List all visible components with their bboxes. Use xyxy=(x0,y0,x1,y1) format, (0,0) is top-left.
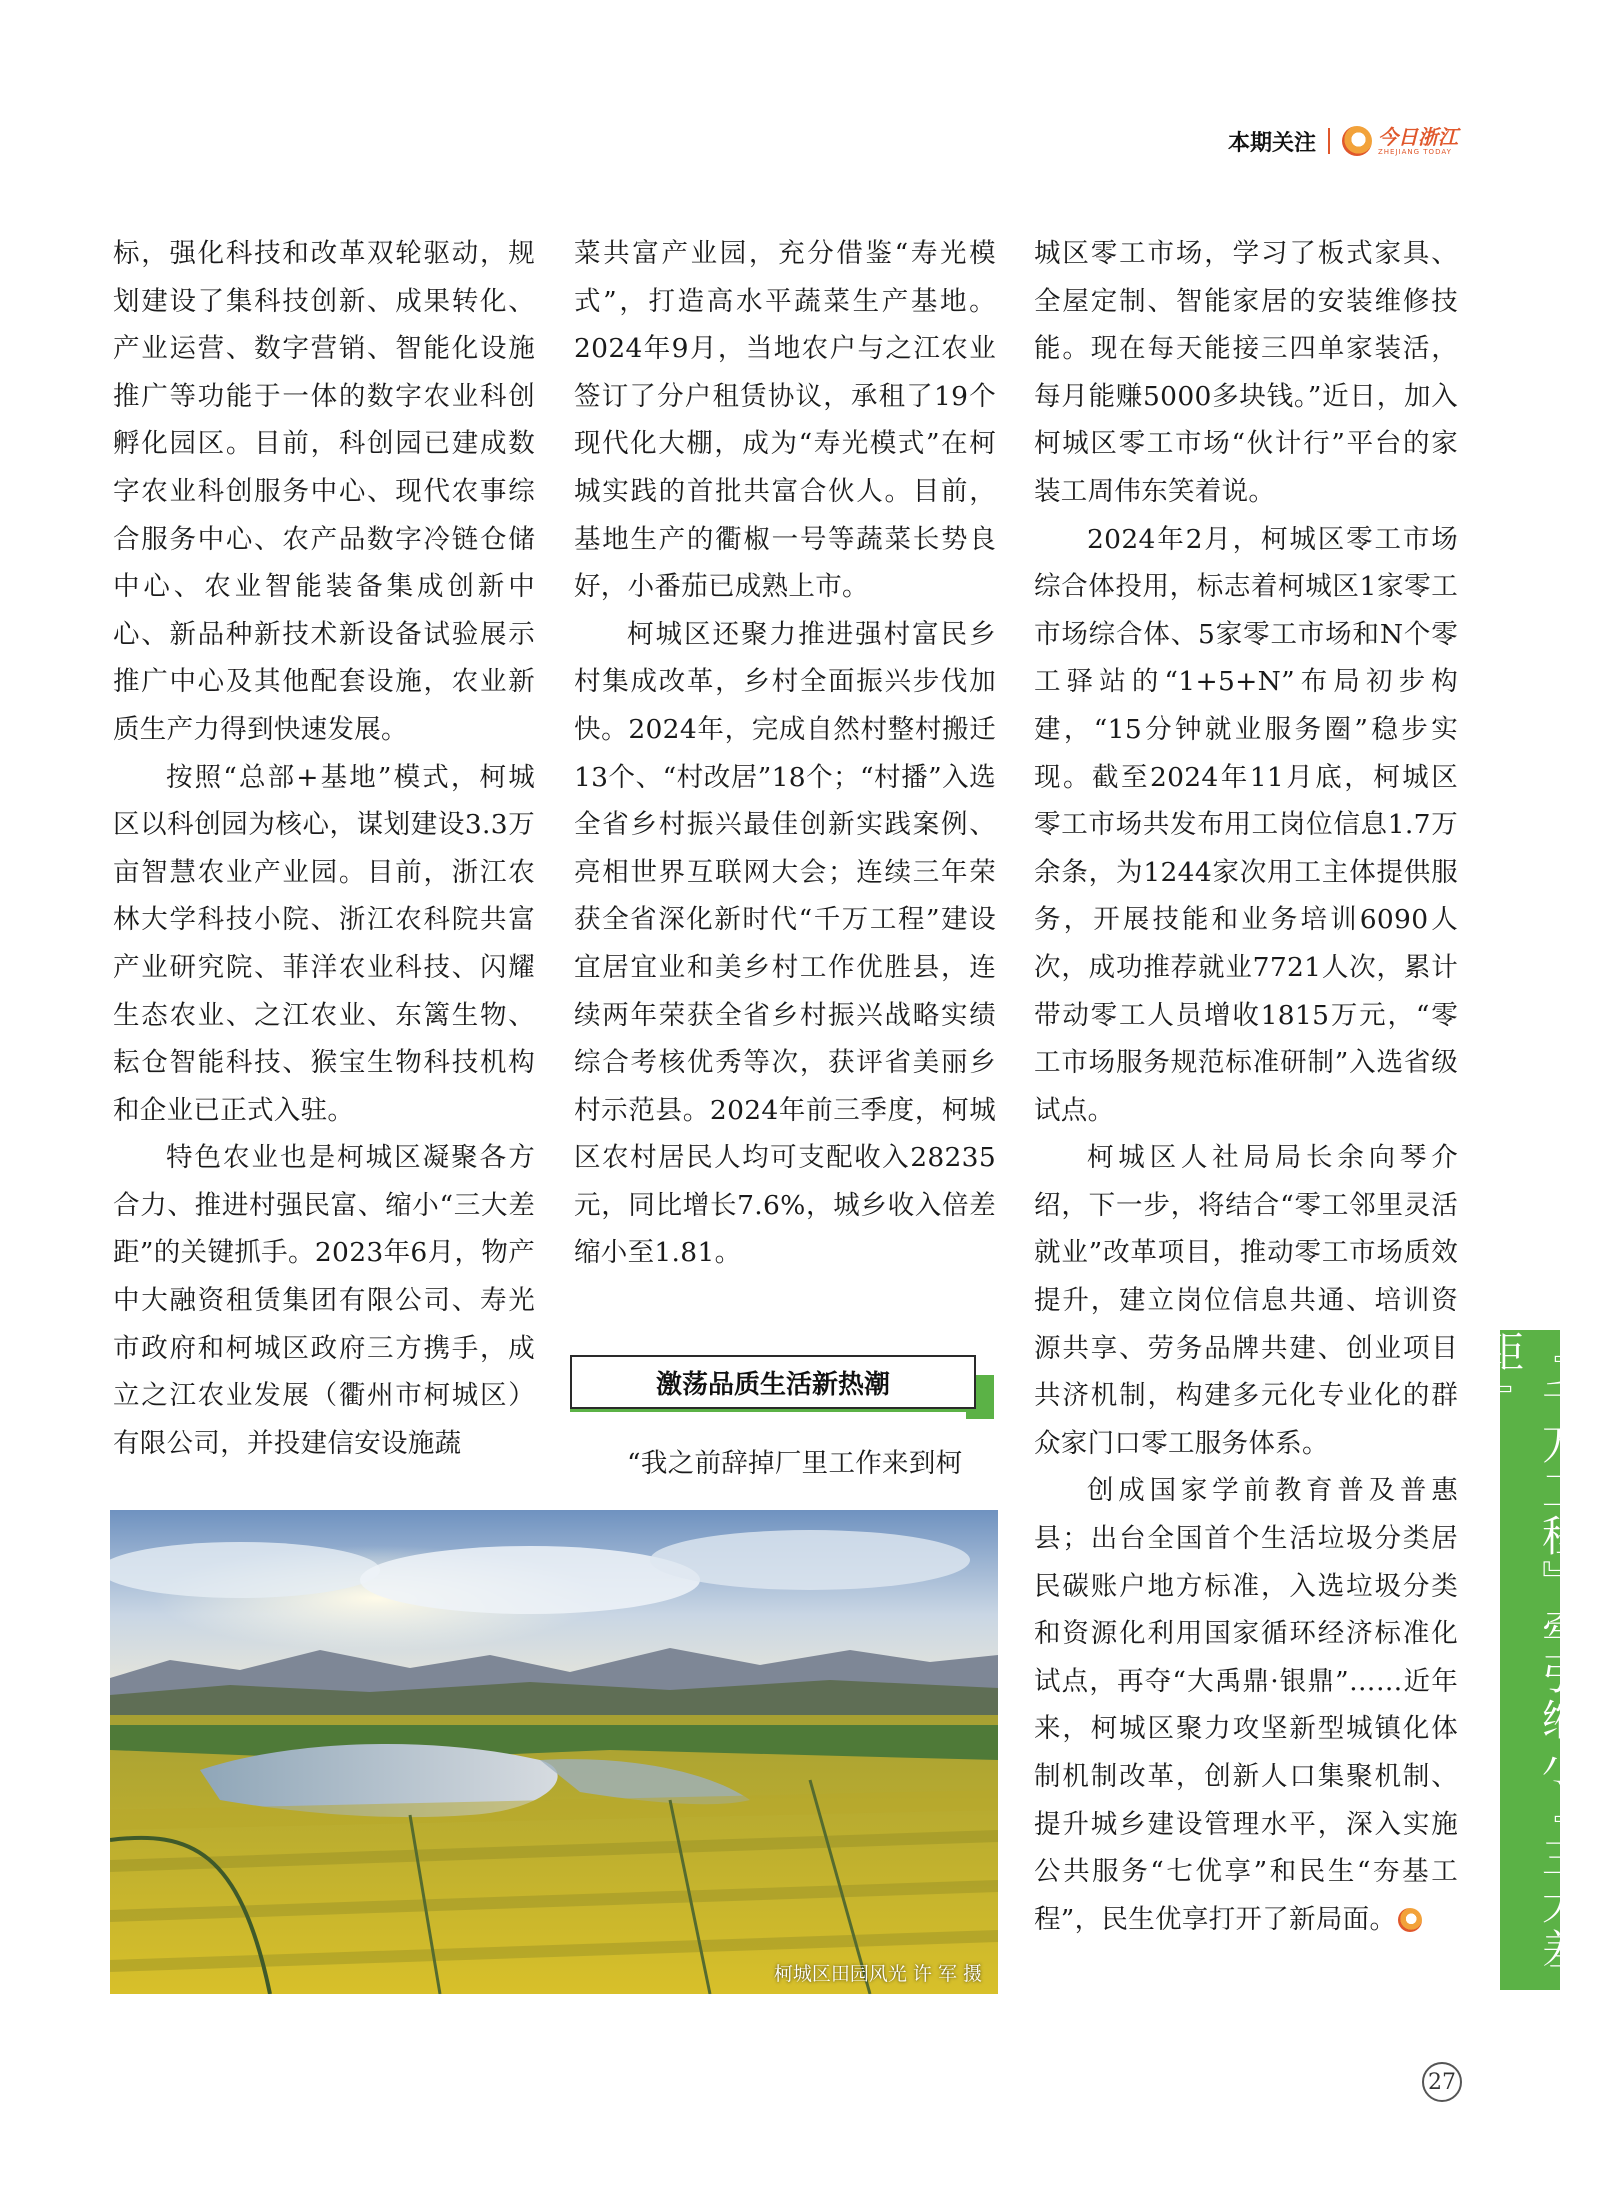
series-sidebar-tab xyxy=(1476,1330,1585,1990)
logo-icon xyxy=(1342,126,1372,156)
paragraph: “我之前辞掉厂里工作来到柯 xyxy=(627,1448,963,1479)
paragraph: 柯城区人社局局长余向琴介绍，下一步，将结合“零工邻里灵活就业”改革项目，推动零工市场质效提升，建立岗位信息共通、培训资源共享、劳务品牌共建、创业项目共济机制，构建多元化专业化的群众家门口零工服务体系。 xyxy=(1034,1142,1458,1459)
paragraph: 城区零工市场，学习了板式家具、全屋定制、智能家居的安装维修技能。现在每天能接三四单家装活，每月能赚5000多块钱。”近日，加入柯城区零工市场“伙计行”平台的家装工周伟东笑着说。 xyxy=(1034,238,1458,507)
paragraph xyxy=(1034,1467,1458,1943)
column-2 xyxy=(574,230,996,1277)
paragraph: 2024年2月，柯城区零工市场综合体投用，标志着柯城区1家零工市场综合体、5家零工市场和N个零工驿站的“1+5+N”布局初步构建，“15分钟就业服务圈”稳步实现。截至2024年11月底，柯城区零工市场共发布用工岗位信息1.7万余条，为1244家次用工主体提供服务，开展技能和业务培训6090人次，成功推荐就业7721人次，累计带动零工人员增收1815万元，“零工市场服务规范标准研制”入选省级试点。 xyxy=(1034,523,1458,1126)
logo-english-name: ZHEJIANG TODAY xyxy=(1378,147,1452,156)
subheading-title: 激荡品质生活新热潮 xyxy=(570,1355,976,1409)
section-label: 本期关注 xyxy=(1227,130,1316,156)
paragraph-text: 创成国家学前教育普及普惠县；出台全国首个生活垃圾分类居民碳账户地方标准，入选垃圾分类和资源化利用国家循环经济标准化试点，再夺“大禹鼎·银鼎”……近年来，柯城区聚力攻坚新型城镇化体制机制改革，创新人口集聚机制、提升城乡建设管理水平，深入实施公共服务“七优享”和民生“夯基工程”，民生优享打开了新局面。 xyxy=(1034,1475,1458,1935)
paragraph: 柯城区还聚力推进强村富民乡村集成改革，乡村全面振兴步伐加快。2024年，完成自然村整村搬迁13个、“村改居”18个；“村播”入选全省乡村振兴最佳创新实践案例、亮相世界互联网大会；连续三年荣获全省深化新时代“千万工程”建设宜居宜业和美乡村工作优胜县，连续两年荣获全省乡村振兴战略实绩综合考核优秀等次，获评省美丽乡村示范县。2024年前三季度，柯城区农村居民人均可支配收入28235元，同比增长7.6%，城乡收入倍差缩小至1.81。 xyxy=(574,618,996,1269)
paragraph: 标，强化科技和改革双轮驱动，规划建设了集科技创新、成果转化、产业运营、数字营销、智能化设施推广等功能于一体的数字农业科创孵化园区。目前，科创园已建成数字农业科创服务中心、现代农事综合服务中心、农产品数字冷链仓储中心、农业智能装备集成创新中心、新品种新技术新设备试验展示推广中心及其他配套设施，农业新质生产力得到快速发展。 xyxy=(113,238,535,745)
aerial-field-illustration xyxy=(110,1510,998,1994)
logo-chinese-name: 今日浙江 xyxy=(1378,124,1458,149)
column-1 xyxy=(113,230,535,1467)
column-3 xyxy=(1034,230,1458,1943)
end-mark-icon xyxy=(1398,1908,1422,1932)
subheading-underline xyxy=(570,1409,994,1412)
series-title: 『千万工程』牵引缩小『三大差距』 xyxy=(1476,1330,1585,1974)
photo-caption: 柯城区田园风光 许 军 摄 xyxy=(773,1963,982,1985)
paragraph: 按照“总部+基地”模式，柯城区以科创园为核心，谋划建设3.3万亩智慧农业产业园。目前，浙江农林大学科技小院、浙江农科院共富产业研究院、菲洋农业科技、闪耀生态农业、之江农业、东篱生物、耘仓智能科技、猴宝生物科技机构和企业已正式入驻。 xyxy=(113,761,535,1126)
magazine-logo xyxy=(1342,126,1458,156)
page-number: 27 xyxy=(1422,2062,1462,2102)
paragraph: 菜共富产业园，充分借鉴“寿光模式”，打造高水平蔬菜生产基地。2024年9月，当地农户与之江农业签订了分户租赁协议，承租了19个现代化大棚，成为“寿光模式”在柯城实践的首批共富合伙人。目前，基地生产的衢椒一号等蔬菜长势良好，小番茄已成熟上市。 xyxy=(574,238,996,603)
subheading xyxy=(570,1355,994,1419)
column-2-continued xyxy=(574,1440,996,1488)
page-header xyxy=(1228,118,1458,164)
landscape-photo xyxy=(110,1510,998,1994)
paragraph: 特色农业也是柯城区凝聚各方合力、推进村强民富、缩小“三大差距”的关键抓手。2023年6月，物产中大融资租赁集团有限公司、寿光市政府和柯城区政府三方携手，成立之江农业发展（衢州市柯城区）有限公司，并投建信安设施蔬 xyxy=(113,1142,535,1459)
header-divider xyxy=(1328,128,1330,154)
